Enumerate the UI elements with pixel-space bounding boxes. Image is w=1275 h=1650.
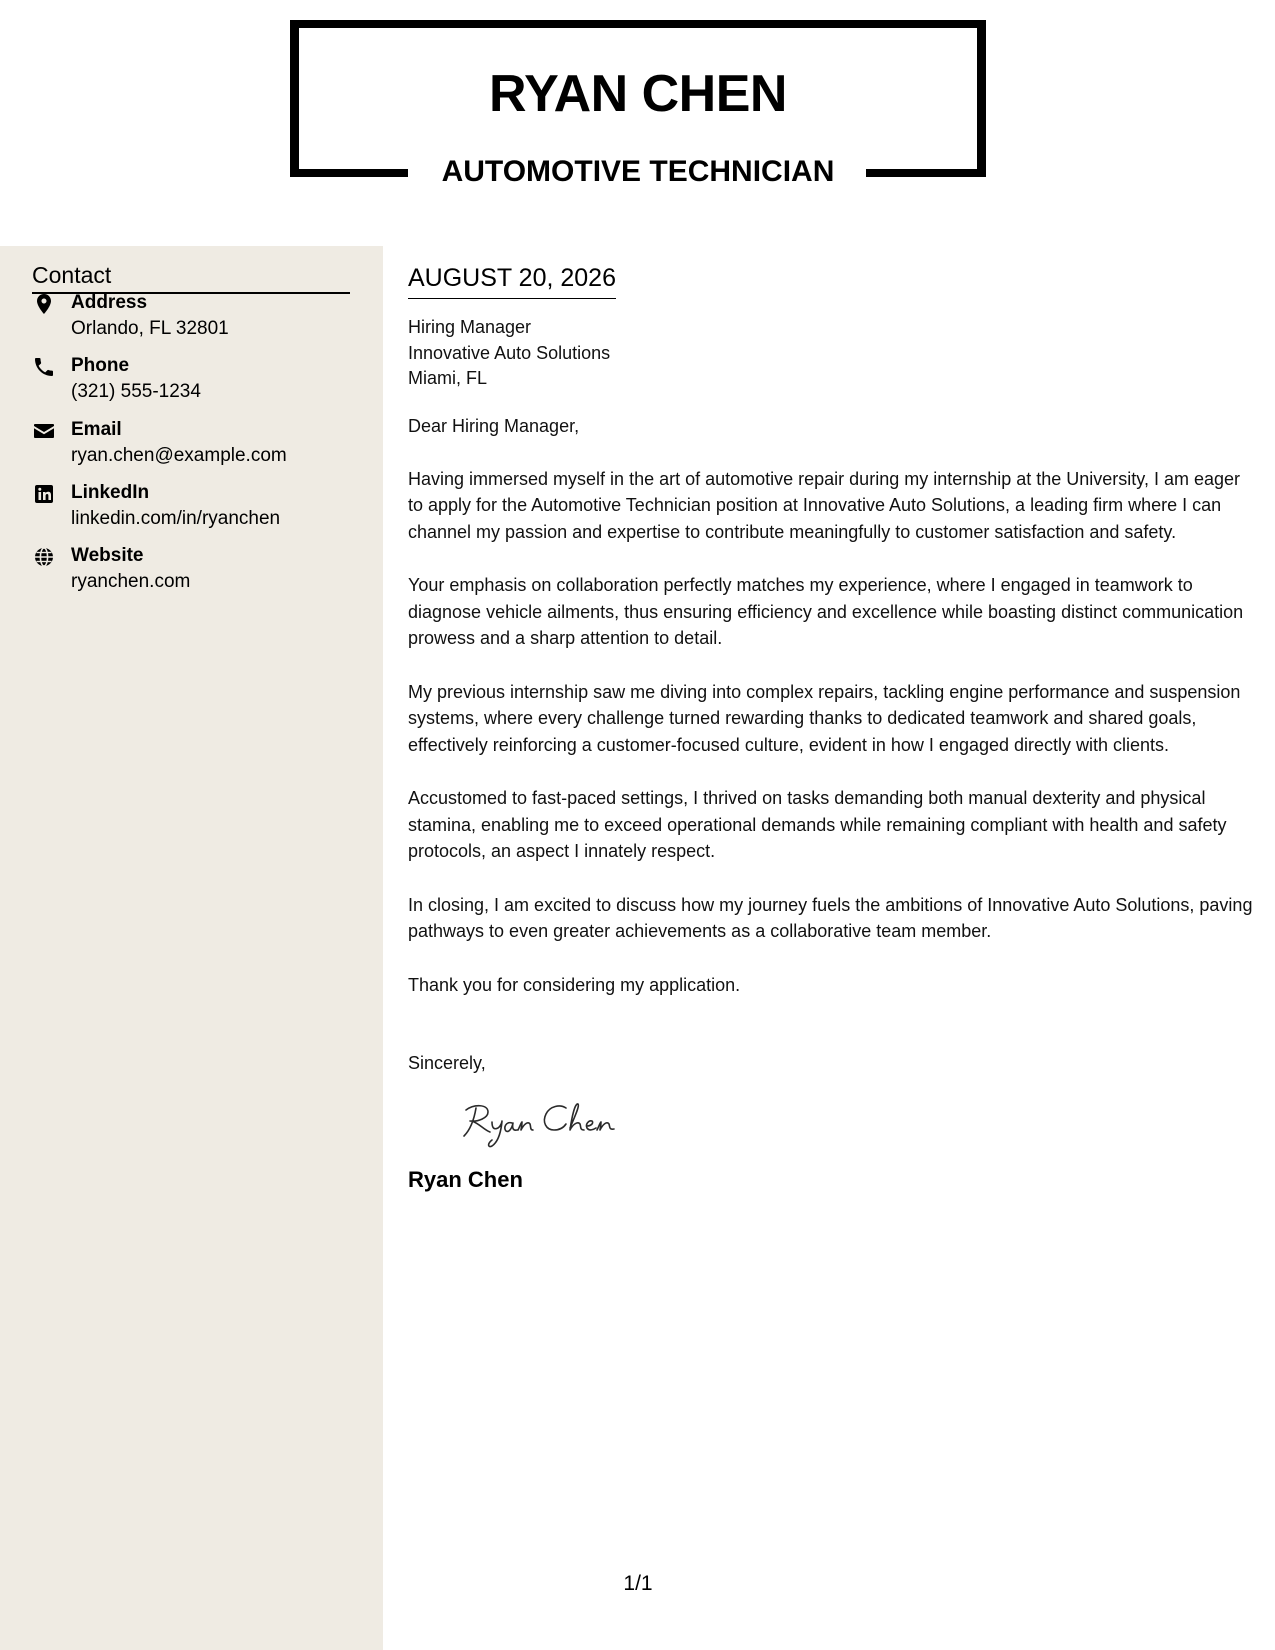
sign-off: Sincerely,: [408, 1052, 486, 1073]
recipient-line: Miami, FL: [408, 368, 488, 388]
globe-icon: [32, 545, 56, 569]
handwritten-signature: [454, 1096, 644, 1150]
contact-value-phone: (321) 555-1234: [71, 381, 201, 402]
linkedin-icon: [32, 482, 56, 506]
page-header: [0, 0, 1275, 246]
contact-value-address: Orlando, FL 32801: [71, 318, 229, 339]
envelope-icon: [32, 419, 56, 443]
contact-sidebar: [0, 246, 383, 1650]
body-paragraph: In closing, I am excited to discuss how my journey fuels the ambitions of Innovative Auto Solutions, paving pathways to even greater achievements as a collaborative team member.: [408, 894, 1253, 941]
contact-heading: Contact: [32, 260, 350, 294]
contact-value-linkedin[interactable]: linkedin.com/in/ryanchen: [71, 508, 281, 529]
contact-label-address: Address: [71, 292, 148, 313]
body-paragraph: My previous internship saw me diving into complex repairs, tackling engine performance and suspension systems, where every challenge turned rewarding thanks to dedicated teamwork and shared goals, effectively reinforcing a customer-focused culture, evident in how I engaged directly with clients.: [408, 681, 1241, 755]
body-paragraph: Accustomed to fast-paced settings, I thrived on tasks demanding both manual dexterity and physical stamina, enabling me to exceed operational demands while remaining compliant with health and safety protocols, an aspect I innately respect.: [408, 788, 1227, 861]
recipient-line: Innovative Auto Solutions: [408, 342, 611, 363]
greeting: Dear Hiring Manager,: [408, 415, 580, 436]
contact-value-email[interactable]: ryan.chen@example.com: [71, 445, 287, 466]
closing-thanks: Thank you for considering my application.: [408, 974, 741, 995]
header-frame-top: [290, 20, 986, 28]
phone-icon: [32, 355, 56, 379]
contact-label-website: Website: [71, 545, 144, 566]
letter-body: [408, 262, 1253, 1195]
recipient-block: [408, 315, 1253, 392]
applicant-name: RYAN CHEN: [489, 65, 787, 123]
page-number: 1/1: [623, 1572, 653, 1595]
body-paragraph: Having immersed myself in the art of automotive repair during my internship at the University, I am eager to apply for the Automotive Technician position at Innovative Auto Solutions, a leading firm where I can channel my passion and expertise to contribute meaningfully to customer satisfaction and safety.: [408, 468, 1241, 542]
contact-value-website[interactable]: ryanchen.com: [71, 571, 191, 592]
job-title: AUTOMOTIVE TECHNICIAN: [441, 155, 835, 188]
recipient-line: Hiring Manager: [408, 317, 532, 337]
body-paragraph: Your emphasis on collaboration perfectly matches my experience, where I engaged in teamwork to diagnose vehicle ailments, thus ensuring efficiency and excellence while boasting distinct communication prowess and a sharp attention to detail.: [408, 575, 1244, 648]
map-pin-icon: [32, 292, 56, 316]
contact-label-linkedin: LinkedIn: [71, 482, 150, 503]
contact-label-phone: Phone: [71, 355, 130, 376]
signer-name: Ryan Chen: [408, 1166, 523, 1192]
contact-label-email: Email: [71, 419, 122, 440]
letter-date: AUGUST 20, 2026: [408, 262, 616, 299]
